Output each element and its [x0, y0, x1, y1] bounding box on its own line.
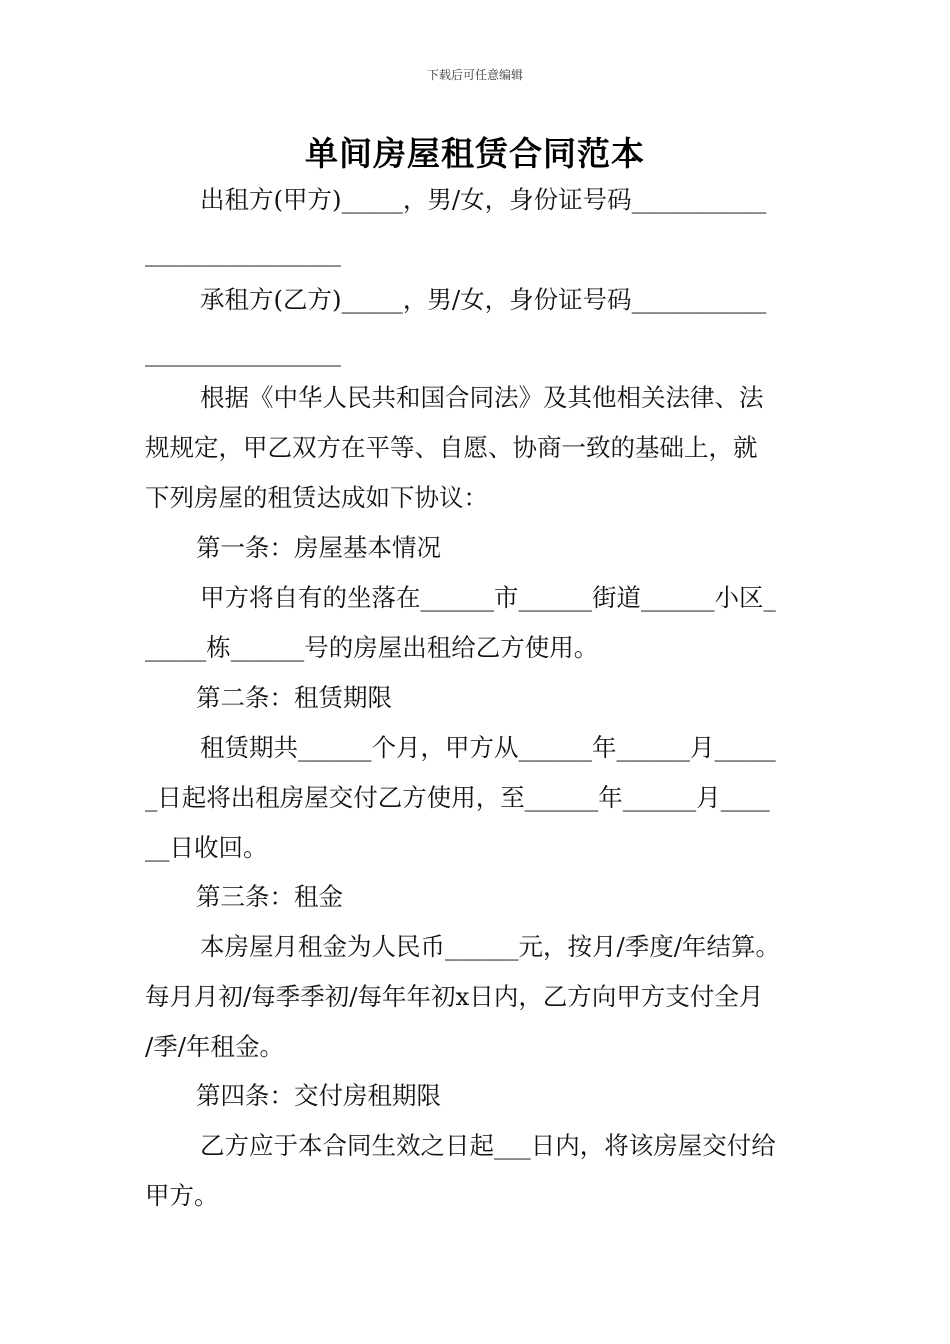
article-4-line-1: 乙方应于本合同生效之日起___日内，将该房屋交付给 — [200, 1131, 776, 1160]
article-3-line-1: 本房屋月租金为人民币______元，按月/季度/年结算。 — [200, 932, 781, 961]
article-4-line-2: 甲方。 — [145, 1181, 219, 1210]
article-2-line-2: _日起将出租房屋交付乙方使用，至______年______月____ — [145, 783, 770, 812]
article-1-line-2: _____栋______号的房屋出租给乙方使用。 — [145, 633, 599, 662]
preamble-line-2: 规规定，甲乙双方在平等、自愿、协商一致的基础上，就 — [145, 433, 758, 462]
article-1-heading: 第一条：房屋基本情况 — [196, 533, 441, 562]
article-4-heading: 第四条：交付房租期限 — [196, 1081, 441, 1110]
article-1-line-1: 甲方将自有的坐落在______市______街道______小区_ — [200, 583, 776, 612]
preamble-line-3: 下列房屋的租赁达成如下协议： — [145, 483, 488, 512]
article-2-heading: 第二条：租赁期限 — [196, 683, 392, 712]
lessor-id-continuation: ________________ — [145, 238, 341, 267]
preamble-line-1: 根据《中华人民共和国合同法》及其他相关法律、法 — [200, 383, 764, 412]
article-3-heading: 第三条：租金 — [196, 882, 343, 911]
lessor-line: 出租方(甲方)_____，男/女，身份证号码___________ — [200, 185, 767, 214]
article-3-line-3: /季/年租金。 — [145, 1032, 285, 1061]
article-3-line-2: 每月月初/每季季初/每年年初x日内，乙方向甲方支付全月 — [145, 982, 764, 1011]
document-title: 单间房屋租赁合同范本 — [305, 134, 645, 173]
header-note: 下载后可任意编辑 — [426, 68, 523, 82]
article-2-line-1: 租赁期共______个月，甲方从______年______月_____ — [200, 733, 776, 762]
lessee-line: 承租方(乙方)_____，男/女，身份证号码___________ — [200, 285, 767, 314]
article-2-line-3: __日收回。 — [145, 833, 268, 862]
lessee-id-continuation: ________________ — [145, 338, 341, 367]
